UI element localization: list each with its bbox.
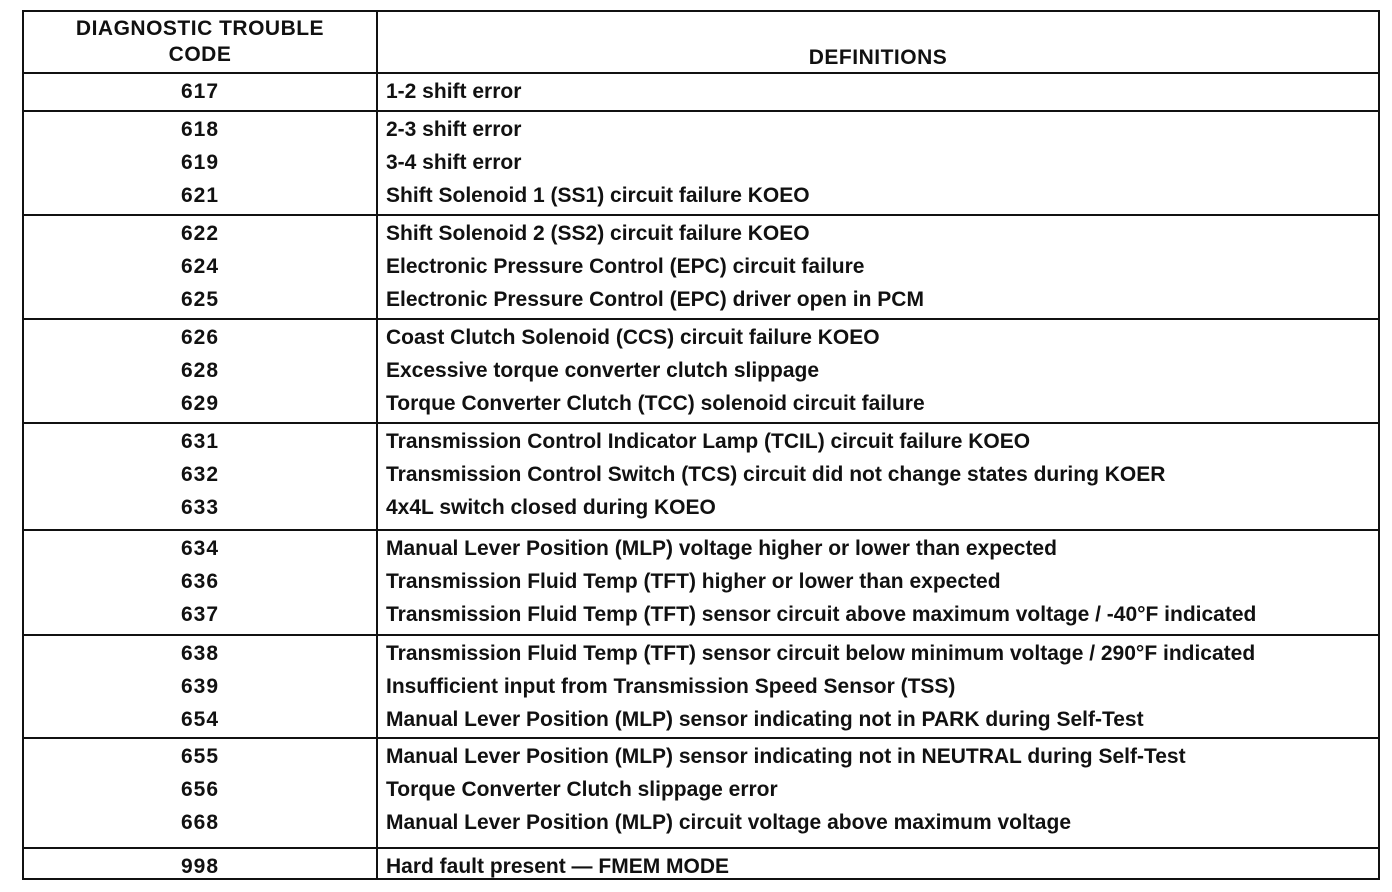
- trouble-code: 618: [180, 118, 220, 141]
- table-row: [24, 599, 1378, 631]
- code-definition: Torque Converter Clutch (TCC) solenoid circuit failure: [386, 392, 925, 415]
- code-group: [24, 72, 1378, 110]
- table-row: [24, 218, 1378, 250]
- table-row: [24, 533, 1378, 565]
- trouble-code: 626: [180, 326, 220, 349]
- table-row: [24, 774, 1378, 806]
- table-row: [24, 114, 1378, 146]
- code-group: [24, 422, 1378, 529]
- trouble-code: 636: [180, 570, 220, 593]
- trouble-code: 619: [180, 151, 220, 174]
- code-group: [24, 847, 1378, 880]
- code-definition: Electronic Pressure Control (EPC) circuit failure: [386, 255, 865, 278]
- code-definition: Coast Clutch Solenoid (CCS) circuit failure KOEO: [386, 326, 880, 349]
- trouble-code: 631: [180, 430, 220, 453]
- trouble-code: 638: [180, 642, 220, 665]
- code-definition: Manual Lever Position (MLP) sensor indicating not in NEUTRAL during Self-Test: [386, 745, 1186, 768]
- code-group: [24, 634, 1378, 737]
- table-row: [24, 566, 1378, 598]
- code-definition: Transmission Fluid Temp (TFT) higher or lower than expected: [386, 570, 1001, 593]
- table-row: [24, 704, 1378, 736]
- trouble-code: 639: [180, 675, 220, 698]
- code-definition: Excessive torque converter clutch slippage: [386, 359, 820, 382]
- code-definition: 2-3 shift error: [386, 118, 522, 141]
- trouble-code: 622: [180, 222, 220, 245]
- header-code-line2: CODE: [168, 43, 232, 66]
- trouble-code: 632: [180, 463, 220, 486]
- code-group: [24, 318, 1378, 422]
- code-definition: Manual Lever Position (MLP) sensor indicating not in PARK during Self-Test: [386, 708, 1144, 731]
- dtc-table: [22, 10, 1380, 880]
- code-definition: Manual Lever Position (MLP) voltage higher or lower than expected: [386, 537, 1057, 560]
- code-definition: Hard fault present — FMEM MODE: [386, 855, 730, 878]
- trouble-code: 998: [180, 855, 220, 878]
- code-definition: Shift Solenoid 2 (SS2) circuit failure KOEO: [386, 222, 810, 245]
- table-row: [24, 284, 1378, 316]
- code-definition: Transmission Control Switch (TCS) circuit did not change states during KOER: [386, 463, 1166, 486]
- table-row: [24, 671, 1378, 703]
- code-definition: Insufficient input from Transmission Speed Sensor (TSS): [386, 675, 956, 698]
- code-definition: Shift Solenoid 1 (SS1) circuit failure KOEO: [386, 184, 810, 207]
- table-row: [24, 322, 1378, 354]
- header-code-line1: DIAGNOSTIC TROUBLE: [75, 17, 325, 40]
- table-row: [24, 638, 1378, 670]
- code-group: [24, 110, 1378, 214]
- code-definition: 3-4 shift error: [386, 151, 522, 174]
- code-definition: Torque Converter Clutch slippage error: [386, 778, 778, 801]
- code-group: [24, 214, 1378, 318]
- code-definition: Manual Lever Position (MLP) circuit voltage above maximum voltage: [386, 811, 1071, 834]
- header-definitions-column: DEFINITIONS: [808, 46, 948, 69]
- trouble-code: 624: [180, 255, 220, 278]
- code-group: [24, 529, 1378, 634]
- table-row: [24, 76, 1378, 108]
- trouble-code: 668: [180, 811, 220, 834]
- trouble-code: 629: [180, 392, 220, 415]
- table-row: [24, 807, 1378, 839]
- code-group: [24, 737, 1378, 847]
- code-definition: Transmission Fluid Temp (TFT) sensor circuit below minimum voltage / 290°F indicated: [386, 642, 1256, 665]
- trouble-code: 621: [180, 184, 220, 207]
- code-definition: 1-2 shift error: [386, 80, 522, 103]
- trouble-code: 633: [180, 496, 220, 519]
- code-definition: Electronic Pressure Control (EPC) driver open in PCM: [386, 288, 924, 311]
- trouble-code: 625: [180, 288, 220, 311]
- table-row: [24, 251, 1378, 283]
- trouble-code: 637: [180, 603, 220, 626]
- trouble-code: 654: [180, 708, 220, 731]
- table-row: [24, 492, 1378, 524]
- trouble-code: 634: [180, 537, 220, 560]
- table-row: [24, 459, 1378, 491]
- trouble-code: 628: [180, 359, 220, 382]
- header-code-column: [24, 12, 376, 72]
- table-row: [24, 741, 1378, 773]
- trouble-code: 617: [180, 80, 220, 103]
- code-definition: 4x4L switch closed during KOEO: [386, 496, 716, 519]
- trouble-code: 656: [180, 778, 220, 801]
- table-row: [24, 426, 1378, 458]
- table-row: [24, 388, 1378, 420]
- table-row: [24, 851, 1378, 883]
- code-definition: Transmission Fluid Temp (TFT) sensor circuit above maximum voltage / -40°F indicated: [386, 603, 1257, 626]
- trouble-code: 655: [180, 745, 220, 768]
- table-row: [24, 355, 1378, 387]
- code-definition: Transmission Control Indicator Lamp (TCIL) circuit failure KOEO: [386, 430, 1031, 453]
- table-row: [24, 147, 1378, 179]
- table-row: [24, 180, 1378, 212]
